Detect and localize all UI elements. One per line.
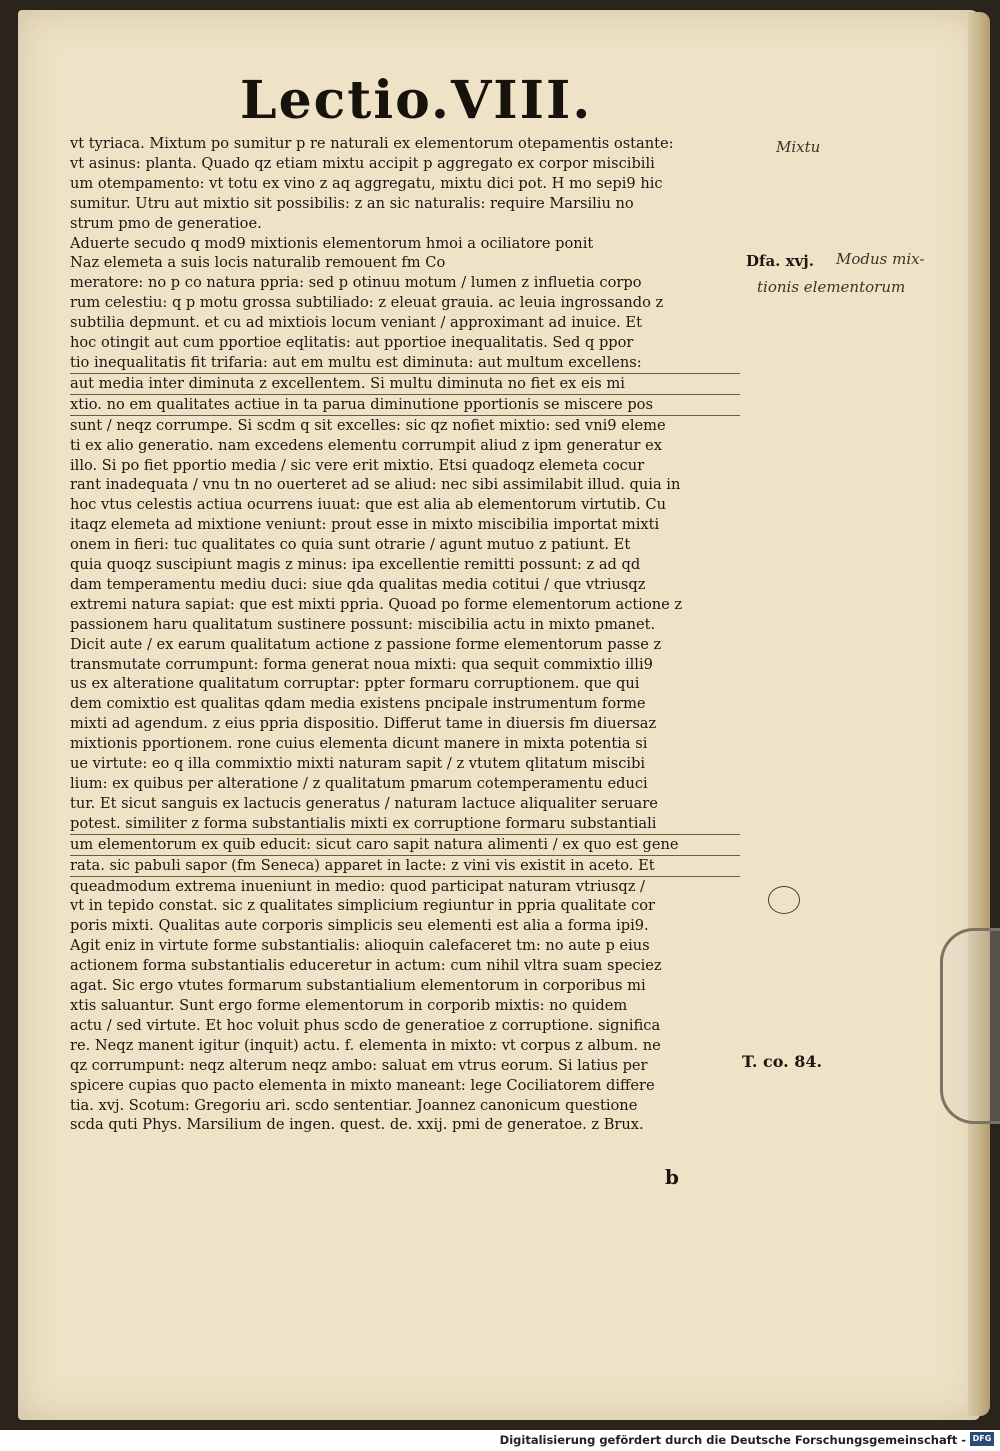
text-line: itaqz elemeta ad mixtione veniunt: prout esse in mixto miscibilia importat mixti (70, 516, 660, 534)
dfg-logo: DFG (970, 1432, 994, 1446)
text-line: ue virtute: eo q illa commixtio mixti naturam sapit / z vtutem qlitatum miscibi (70, 755, 646, 773)
text-line: rum celestiu: q p motu grossa subtiliado: z eleuat grauia. ac leuia ingrossando z (70, 294, 664, 312)
text-line: tur. Et sicut sanguis ex lactucis generatus / naturam lactuce aliqualiter seruare (70, 794, 658, 812)
handwritten-note-modus-line2: tionis elementorum (757, 278, 906, 296)
page-edge (968, 12, 990, 1416)
text-line: transmutate corrumpunt: forma generat noua mixti: qua sequit commixtio illi9 (70, 655, 653, 673)
body-text (70, 134, 740, 1135)
text-line: Dicit aute / ex earum qualitatum actione z passione forme elementorum passe z (70, 635, 662, 653)
text-line: us ex alteratione qualitatum corruptar: ppter formaru corruptionem. que qui (70, 675, 640, 693)
handwritten-circle-mark (768, 886, 800, 914)
text-line: xtio. no em qualitates actiue in ta parua diminutione pportionis se miscere pos (70, 395, 740, 416)
text-line: spicere cupias quo pacto elementa in mixto maneant: lege Cociliatorem differe (70, 1076, 655, 1094)
text-line: re. Neqz manent igitur (inquit) actu. f. elementa in mixto: vt corpus z album. ne (70, 1036, 661, 1054)
text-line: um elementorum ex quib educit: sicut caro sapit natura alimenti / ex quo est gene (70, 835, 740, 856)
text-line: onem in fieri: tuc qualitates co quia sunt otrarie / agunt mutuo z patiunt. Et (70, 536, 631, 554)
signature-mark: b (665, 1165, 679, 1189)
text-line: queadmodum extrema inueniunt in medio: quod participat naturam vtriusqz / (70, 877, 645, 895)
text-line: rant inadequata / vnu tn no ouerteret ad se aliud: nec sibi assimilabit illud. quia in (70, 476, 681, 494)
text-line: poris mixti. Qualitas aute corporis simplicis seu elementi est alia a forma ipi9. (70, 917, 649, 935)
text-line: xtis saluantur. Sunt ergo forme elementorum in corporib mixtis: no quidem (70, 996, 628, 1014)
text-line: actionem forma substantialis educeretur in actum: cum nihil vltra suam speciez (70, 957, 662, 975)
text-line: tio inequalitatis fit trifaria: aut em multu est diminuta: aut multum excellens: (70, 353, 740, 374)
text-line: tia. xvj. Scotum: Gregoriu ari. scdo sententiar. Joannez canonicum questione (70, 1096, 638, 1114)
page-heading: Lectio.VIII. (240, 70, 593, 131)
footer-credit: Digitalisierung gefördert durch die Deutsche Forschungsgemeinschaft - (499, 1433, 966, 1447)
text-line: vt in tepido constat. sic z qualitates simplicium regiuntur in ppria qualitate cor (70, 897, 656, 915)
margin-reference-dfa: Dfa. xvj. (746, 252, 814, 270)
text-line: mixti ad agendum. z eius ppria dispositio. Differut tame in diuersis fm diuersaz (70, 715, 657, 733)
text-line: potest. similiter z forma substantialis mixti ex corruptione formaru substantiali (70, 814, 740, 835)
handwritten-note-mixtu: Mixtu (776, 138, 821, 156)
text-line: Agit eniz in virtute forme substantialis: alioquin calefaceret tm: no aute p eius (70, 937, 650, 955)
text-line: lium: ex quibus per alteratione / z qualitatum pmarum cotemperamentu educi (70, 775, 648, 792)
text-line: subtilia depmunt. et cu ad mixtiois locum veniant / approximant ad inuice. Et (70, 314, 642, 332)
text-line: dam temperamentu mediu duci: siue qda qualitas media cotitui / que vtriusqz (70, 575, 646, 593)
text-line: vt tyriaca. Mixtum po sumitur p re naturali ex elementorum otepamentis ostante: (70, 135, 674, 152)
text-line: hoc otingit aut cum pportioe eqlitatis: aut pportioe inequalitatis. Sed q ppor (70, 334, 634, 352)
text-line: sumitur. Utru aut mixtio sit possibilis: z an sic naturalis: require Marsiliu no (70, 194, 634, 212)
text-line: Naz elemeta a suis locis naturalib remouent fm Co (70, 254, 446, 272)
page-clip (940, 928, 1000, 1124)
handwritten-note-modus-line1: Modus mix- (836, 250, 925, 268)
text-line: mixtionis pportionem. rone cuius elementa dicunt manere in mixta potentia si (70, 735, 648, 753)
text-line: extremi natura sapiat: que est mixti ppria. Quoad po forme elementorum actione z (70, 595, 683, 613)
text-line: vt asinus: planta. Quado qz etiam mixtu accipit p aggregato ex corpor miscibili (70, 154, 655, 172)
text-line: illo. Si po fiet pportio media / sic vere erit mixtio. Etsi quadoqz elemeta cocur (70, 456, 645, 474)
text-line: hoc vtus celestis actiua ocurrens iuuat: que est alia ab elementorum virtutib. Cu (70, 496, 666, 514)
text-line: aut media inter diminuta z excellentem. Si multu diminuta no fiet ex eis mi (70, 374, 740, 395)
text-line: quia quoqz suscipiunt magis z minus: ipa excellentie remitti possunt: z ad qd (70, 556, 641, 574)
text-line: passionem haru qualitatum sustinere possunt: miscibilia actu in mixto pmanet. (70, 615, 656, 633)
text-line: scda quti Phys. Marsilium de ingen. quest. de. xxij. pmi de generatoe. z Brux. (70, 1116, 644, 1134)
text-line: ti ex alio generatio. nam excedens elementu corrumpit aliud z ipm generatur ex (70, 436, 662, 454)
margin-reference-tco: T. co. 84. (742, 1052, 823, 1071)
text-line: sunt / neqz corrumpe. Si scdm q sit excelles: sic qz nofiet mixtio: sed vni9 eleme (70, 416, 666, 434)
text-line: agat. Sic ergo vtutes formarum substantialium elementorum in corporibus mi (70, 977, 646, 995)
text-line: dem comixtio est qualitas qdam media existens pncipale instrumentum forme (70, 695, 646, 713)
text-line: Aduerte secudo q mod9 mixtionis elementorum hmoi a ociliatore ponit (70, 234, 594, 252)
text-line: um otempamento: vt totu ex vino z aq aggregatu, mixtu dici pot. H mo sepi9 hic (70, 174, 663, 192)
text-line: rata. sic pabuli sapor (fm Seneca) apparet in lacte: z vini vis existit in aceto. Et (70, 856, 740, 877)
text-line: actu / sed virtute. Et hoc voluit phus scdo de generatioe z corruptione. significa (70, 1016, 661, 1034)
text-line: qz corrumpunt: neqz alterum neqz ambo: saluat em vtrus eorum. Si latius per (70, 1056, 648, 1074)
text-line: strum pmo de generatioe. (70, 214, 262, 232)
text-line: meratore: no p co natura ppria: sed p otinuu motum / lumen z influetia corpo (70, 274, 642, 292)
